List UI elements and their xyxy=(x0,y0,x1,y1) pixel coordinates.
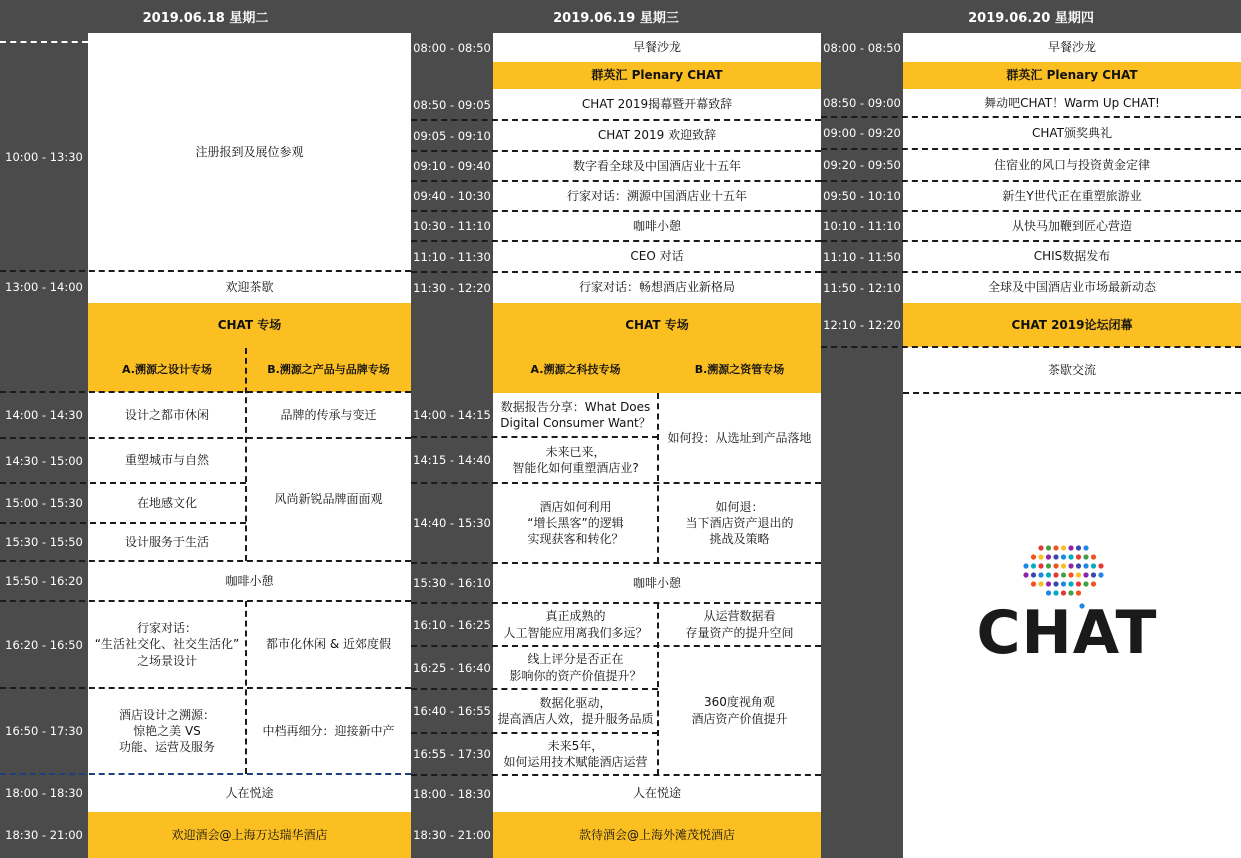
session-a: 真正成熟的 人工智能应用离我们多远？ xyxy=(503,609,648,640)
session-b: 风尚新锐品牌面面观 xyxy=(274,492,383,507)
session-a: 未来5年， 如何运用技术赋能酒店运营 xyxy=(503,738,648,769)
divider xyxy=(0,600,411,602)
divider xyxy=(0,391,411,393)
day3-header: 2019.06.20 星期四 xyxy=(821,0,1241,33)
logo-dot xyxy=(1046,581,1051,586)
time-label: 14:40 - 15:30 xyxy=(413,516,491,530)
logo-dot xyxy=(1053,545,1058,550)
session-a: 设计之都市休闲 xyxy=(124,407,209,422)
time-label: 09:05 - 09:10 xyxy=(413,128,491,143)
time-label: 08:50 - 09:00 xyxy=(823,96,901,110)
divider xyxy=(411,482,821,484)
session-b: 如何投：从选址到产品落地 xyxy=(667,430,812,445)
logo-dot xyxy=(1053,590,1058,595)
session: CEO 对话 xyxy=(630,249,684,264)
session: 行家对话：畅想酒店业新格局 xyxy=(578,280,735,295)
session: 数字看全球及中国酒店业十五年 xyxy=(572,158,741,173)
divider xyxy=(0,437,411,439)
session-plenary: 群英汇 Plenary CHAT xyxy=(903,62,1241,89)
logo-dot xyxy=(1038,572,1043,577)
logo-dot xyxy=(1076,545,1081,550)
session-coffee: 咖啡小憩 xyxy=(225,573,274,588)
time-label: 10:30 - 11:10 xyxy=(413,219,491,233)
logo-dot xyxy=(1031,572,1036,577)
logo-dot xyxy=(1091,563,1096,568)
logo-dot xyxy=(1061,545,1066,550)
logo-dot xyxy=(1053,554,1058,559)
session-on-way: 人在悦途 xyxy=(225,785,274,800)
divider xyxy=(903,392,1241,394)
divider xyxy=(411,210,821,212)
logo-dot xyxy=(1046,572,1051,577)
logo-dot xyxy=(1083,572,1088,577)
time-label: 18:00 - 18:30 xyxy=(413,786,491,801)
logo-dot xyxy=(1061,563,1066,568)
session-a: 重塑城市与自然 xyxy=(124,453,209,468)
logo-dot xyxy=(1046,590,1051,595)
divider xyxy=(411,602,821,604)
session-plenary: 群英汇 Plenary CHAT xyxy=(493,62,821,89)
divider xyxy=(411,180,821,182)
session: CHAT 2019揭幕暨开幕致辞 xyxy=(581,97,733,112)
time-label: 08:00 - 08:50 xyxy=(413,40,491,55)
logo-dot xyxy=(1076,554,1081,559)
divider xyxy=(411,732,658,734)
divider xyxy=(411,774,821,776)
session-b: 都市化休闲 & 近郊度假 xyxy=(266,637,391,652)
track-divider xyxy=(245,601,247,774)
time-label: 13:00 - 14:00 xyxy=(5,280,83,294)
divider xyxy=(0,560,411,562)
logo-dot xyxy=(1098,563,1103,568)
session-a: 在地感文化 xyxy=(136,495,197,510)
divider xyxy=(0,270,411,272)
logo-dot xyxy=(1076,590,1081,595)
session-b: 从运营数据看 存量资产的提升空间 xyxy=(685,609,794,640)
day2-header: 2019.06.19 星期三 xyxy=(411,0,821,33)
track-divider xyxy=(245,348,247,561)
logo-dot xyxy=(1053,572,1058,577)
time-label: 11:30 - 12:20 xyxy=(413,280,491,295)
session: 新生Y世代正在重塑旅游业 xyxy=(1002,188,1142,203)
time-label: 16:20 - 16:50 xyxy=(5,637,83,652)
divider xyxy=(0,482,246,484)
time-label: 16:55 - 17:30 xyxy=(413,747,491,761)
logo-dot xyxy=(1038,545,1043,550)
logo-dot xyxy=(1031,563,1036,568)
track-b-header: B.溯源之产品与品牌专场 xyxy=(246,348,411,392)
time-label: 18:30 - 21:00 xyxy=(5,828,83,842)
logo-dot xyxy=(1068,581,1073,586)
session-tea-break: 茶歇交流 xyxy=(1047,362,1096,377)
divider xyxy=(411,240,821,242)
session-dinner: 款待酒会@上海外滩茂悦酒店 xyxy=(493,812,821,858)
logo-dot xyxy=(1031,554,1036,559)
time-label: 16:50 - 17:30 xyxy=(5,724,83,738)
divider xyxy=(411,271,821,273)
logo-dot xyxy=(1091,554,1096,559)
logo-dot xyxy=(1046,545,1051,550)
time-label: 09:10 - 09:40 xyxy=(413,159,491,173)
logo-dot xyxy=(1083,563,1088,568)
time-label: 16:10 - 16:25 xyxy=(413,617,491,632)
logo-dot xyxy=(1068,590,1073,595)
time-label: 18:00 - 18:30 xyxy=(5,786,83,800)
divider xyxy=(411,645,821,647)
session: 全球及中国酒店业市场最新动态 xyxy=(987,280,1156,295)
logo-dot xyxy=(1061,554,1066,559)
time-label: 15:30 - 16:10 xyxy=(413,576,491,590)
time-label: 11:50 - 12:10 xyxy=(823,280,901,295)
time-label: 14:15 - 14:40 xyxy=(413,453,491,467)
divider xyxy=(821,210,1241,212)
logo-dot xyxy=(1076,572,1081,577)
logo-dot xyxy=(1068,572,1073,577)
time-label: 08:00 - 08:50 xyxy=(823,40,901,55)
logo-dot xyxy=(1098,572,1103,577)
session-a: 酒店设计之溯源： 惊艳之美 VS 功能、运营及服务 xyxy=(118,707,215,755)
logo-dot xyxy=(1038,554,1043,559)
session: 从快马加鞭到匠心营造 xyxy=(1011,218,1132,233)
session-breakfast: 早餐沙龙 xyxy=(632,40,681,55)
logo-dot xyxy=(1023,563,1028,568)
logo-dot xyxy=(1053,581,1058,586)
time-label: 15:30 - 15:50 xyxy=(5,535,83,549)
logo-dot xyxy=(1061,581,1066,586)
divider xyxy=(0,773,411,775)
logo-dot xyxy=(1046,563,1051,568)
session-welcome-tea: 欢迎茶歇 xyxy=(225,279,274,294)
logo-dot xyxy=(1068,554,1073,559)
divider xyxy=(0,687,411,689)
divider xyxy=(411,150,821,152)
divider xyxy=(821,346,1241,348)
logo-dot xyxy=(1091,572,1096,577)
time-label: 09:20 - 09:50 xyxy=(823,158,901,172)
logo-dot xyxy=(1023,572,1028,577)
session-b: 如何退： 当下酒店资产退出的 挑战及策略 xyxy=(685,499,794,547)
time-label: 10:10 - 11:10 xyxy=(823,219,901,233)
chat-special-banner: CHAT 专场 xyxy=(88,303,411,348)
track-a-header: A.溯源之设计专场 xyxy=(88,348,246,392)
session-a: 线上评分是否正在 影响你的资产价值提升？ xyxy=(509,652,642,683)
track-a-header: A.溯源之科技专场 xyxy=(493,348,658,393)
time-label: 10:00 - 13:30 xyxy=(5,149,83,164)
time-label: 12:10 - 12:20 xyxy=(823,318,901,332)
divider xyxy=(0,522,246,524)
divider xyxy=(821,271,1241,273)
divider xyxy=(411,119,821,121)
divider xyxy=(821,240,1241,242)
logo-dot xyxy=(1031,581,1036,586)
logo-dot xyxy=(1046,554,1051,559)
divider xyxy=(411,688,658,690)
logo-dot xyxy=(1083,554,1088,559)
session: 行家对话：溯源中国酒店业十五年 xyxy=(566,188,747,203)
time-label: 08:50 - 09:05 xyxy=(413,97,491,112)
session-a: 数据化驱动， 提高酒店人效，提升服务品质 xyxy=(497,695,654,726)
time-label: 16:25 - 16:40 xyxy=(413,660,491,675)
session: 住宿业的风口与投资黄金定律 xyxy=(993,157,1150,172)
divider xyxy=(411,562,821,564)
session-a: 设计服务于生活 xyxy=(124,534,209,549)
divider xyxy=(821,180,1241,182)
session-b: 品牌的传承与变迁 xyxy=(280,407,377,422)
session-a: 未来已来， 智能化如何重塑酒店业? xyxy=(512,444,639,475)
time-label: 09:50 - 10:10 xyxy=(823,189,901,203)
logo-dot xyxy=(1083,545,1088,550)
session-a: 行家对话： “生活社交化、社交生活化” 之场景设计 xyxy=(94,621,240,668)
session-coffee: 咖啡小憩 xyxy=(632,575,681,590)
time-label: 15:00 - 15:30 xyxy=(5,496,83,510)
session-registration: 注册报到及展位参观 xyxy=(195,144,304,159)
session-on-way: 人在悦途 xyxy=(632,786,681,801)
session-breakfast: 早餐沙龙 xyxy=(1047,40,1096,55)
time-label: 09:40 - 10:30 xyxy=(413,189,491,203)
track-b-header: B.溯源之资管专场 xyxy=(658,348,821,393)
time-label: 14:00 - 14:30 xyxy=(5,408,83,422)
chat-logo-text: CHAT xyxy=(976,598,1158,668)
time-label: 09:00 - 09:20 xyxy=(823,126,901,140)
logo-dot xyxy=(1076,581,1081,586)
logo-dot xyxy=(1083,581,1088,586)
chat-logo xyxy=(972,540,1162,668)
session-b: 中档再细分：迎接新中产 xyxy=(262,723,395,738)
session-a: 数据报告分享：What Does Digital Consumer Want？ xyxy=(500,399,651,430)
logo-dot xyxy=(1068,545,1073,550)
session: CHIS数据发布 xyxy=(1033,249,1111,264)
divider xyxy=(411,436,658,438)
session-coffee: 咖啡小憩 xyxy=(632,218,681,233)
time-label: 16:40 - 16:55 xyxy=(413,704,491,718)
session: CHAT 2019 欢迎致辞 xyxy=(597,128,717,143)
logo-dot xyxy=(1061,590,1066,595)
time-label: 11:10 - 11:30 xyxy=(413,249,491,264)
session-closing: CHAT 2019论坛闭幕 xyxy=(903,303,1241,347)
logo-dot xyxy=(1038,563,1043,568)
time-label: 18:30 - 21:00 xyxy=(413,828,491,842)
divider xyxy=(0,41,88,43)
session-a: 酒店如何利用 “增长黑客”的逻辑 实现获客和转化？ xyxy=(527,499,624,547)
divider xyxy=(821,148,1241,150)
track-divider xyxy=(657,393,659,563)
session: 舞动吧CHAT！Warm Up CHAT! xyxy=(984,95,1160,110)
logo-dot xyxy=(1053,563,1058,568)
logo-dot xyxy=(1091,581,1096,586)
time-label: 14:00 - 14:15 xyxy=(413,408,491,422)
session-cocktail: 欢迎酒会@上海万达瑞华酒店 xyxy=(88,812,411,858)
session-b: 360度视角观 酒店资产价值提升 xyxy=(691,695,788,726)
logo-dot xyxy=(1076,563,1081,568)
chat-special-banner: CHAT 专场 xyxy=(493,303,821,348)
logo-dot xyxy=(1068,563,1073,568)
logo-dot xyxy=(1061,572,1066,577)
day1-header: 2019.06.18 星期二 xyxy=(0,0,411,33)
time-label: 15:50 - 16:20 xyxy=(5,574,83,588)
time-label: 14:30 - 15:00 xyxy=(5,453,83,468)
logo-dot xyxy=(1038,581,1043,586)
session: CHAT颁奖典礼 xyxy=(1031,125,1112,140)
time-label: 11:10 - 11:50 xyxy=(823,249,901,264)
divider xyxy=(821,116,1241,118)
track-divider xyxy=(657,603,659,775)
